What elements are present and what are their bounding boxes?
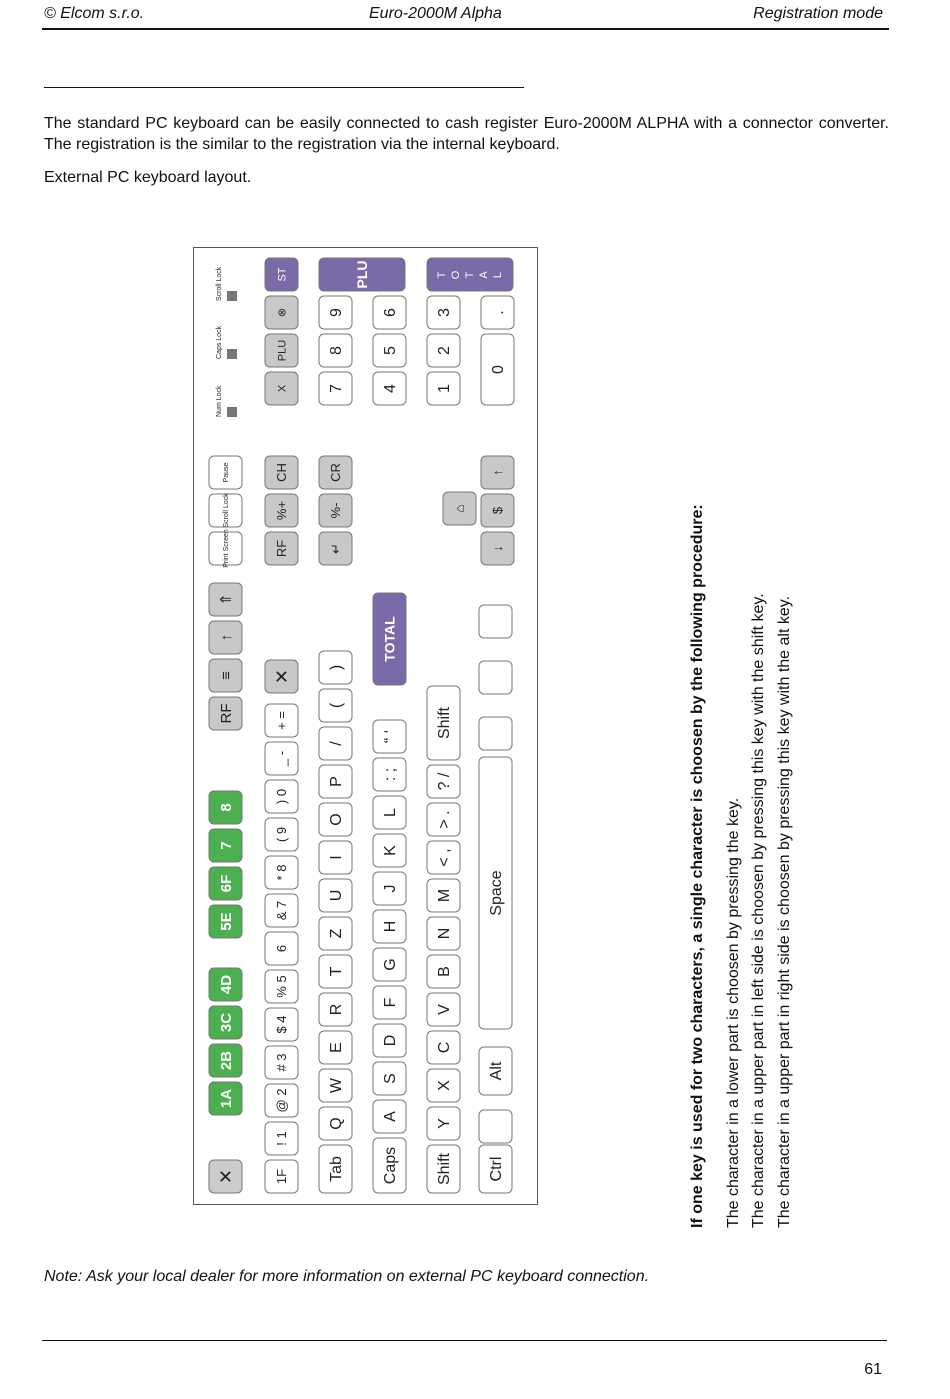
q-8-label: U <box>328 889 346 902</box>
y-5-label: V <box>436 1004 454 1015</box>
a-7-label: H <box>382 920 400 933</box>
y-6-label: B <box>436 966 454 977</box>
numpad-1-0-label: 4 <box>382 384 400 393</box>
function-5-label: 5E <box>217 912 235 931</box>
num-5-label: $ 4 <box>274 1015 290 1034</box>
indicator-label-2: Caps Lock <box>216 325 223 359</box>
y-7-label: N <box>436 927 454 940</box>
delete-x-label: ✕ <box>271 668 292 685</box>
numpad-top-1-label: X <box>276 384 289 393</box>
total-label: TOTAL <box>381 616 398 662</box>
blank-2-key <box>479 661 512 694</box>
indicator-label-1: Num Lock <box>216 385 223 417</box>
numpad-0-1-label: 8 <box>328 346 346 355</box>
a-10-label: L <box>382 808 400 817</box>
keyboard-layout-image <box>193 247 538 1205</box>
system-1-label: Print Screen <box>222 529 230 568</box>
instructions-line1: The character in a lower part is choosen by pressing the key. <box>725 797 742 1228</box>
fcmd-3-label: ↑ <box>217 633 235 642</box>
total-letter-1: T <box>436 271 448 279</box>
total-letter-4: A <box>478 271 490 279</box>
header-section: Registration mode <box>753 5 883 22</box>
blank-3-key <box>479 605 512 638</box>
numpad-1-1-label: 5 <box>382 346 400 355</box>
numpad-top-3-label: ⊗ <box>276 307 289 318</box>
layout-caption: External PC keyboard layout. <box>44 169 252 186</box>
header-rule <box>42 28 889 30</box>
fcmd-4-label: ⇑ <box>217 593 235 606</box>
q-9-label: I <box>328 855 346 860</box>
a-11-label: : ; <box>382 767 400 782</box>
alt-label: Alt <box>488 1061 506 1081</box>
edit2-2-label: %- <box>328 502 344 519</box>
num-1-label: 1F <box>274 1168 290 1185</box>
total-letter-3: T <box>464 271 476 279</box>
q-14-label: ) <box>328 664 346 671</box>
a-5-label: F <box>382 997 400 1008</box>
edit-single-label: ⌂ <box>452 504 468 513</box>
numpad-3-0-label: 0 <box>490 365 508 374</box>
fcmd-1-label: RF <box>217 703 235 724</box>
q-10-label: O <box>328 813 346 826</box>
num-3-label: @ 2 <box>274 1088 290 1113</box>
escape-x-label: ✕ <box>215 1168 236 1185</box>
function-4-label: 4D <box>217 974 235 995</box>
function-6-label: 6F <box>217 874 235 893</box>
numpad-1-2-label: 6 <box>382 308 400 317</box>
numpad-3-1-label: . <box>490 310 508 315</box>
num-10-label: ( 9 <box>274 826 290 843</box>
edit1-2-label: %+ <box>274 500 290 521</box>
edit3-2-label: $ <box>490 506 506 515</box>
header-product: Euro-2000M Alpha <box>369 5 502 22</box>
num-4-label: # 3 <box>274 1053 290 1072</box>
function-8-label: 8 <box>217 803 235 812</box>
y-3-label: X <box>436 1080 454 1091</box>
edit2-1-label: ↵ <box>328 543 344 554</box>
y-10-label: > . <box>436 810 454 829</box>
y-4-label: C <box>436 1041 454 1054</box>
page-number: 61 <box>864 1361 882 1378</box>
q-4-label: E <box>328 1042 346 1053</box>
header-company: © Elcom s.r.o. <box>44 5 145 22</box>
dealer-note: Note: Ask your local dealer for more information on external PC keyboard connection. <box>44 1268 650 1285</box>
q-3-label: W <box>328 1077 346 1094</box>
function-3-label: 3C <box>217 1012 235 1033</box>
y-12-label: Shift <box>436 706 454 740</box>
instructions-line2: The character in a upper part in left side is choosen by pressing this key with the shift key. <box>750 593 767 1228</box>
q-6-label: T <box>328 966 346 977</box>
num-12-label: _ - <box>274 750 290 767</box>
instructions-line3: The character in a upper part in right side is choosen by pressing this key with the alt key. <box>776 595 793 1228</box>
a-6-label: G <box>382 958 400 971</box>
a-4-label: D <box>382 1034 400 1047</box>
num-13-label: + = <box>274 711 290 730</box>
q-12-label: / <box>328 741 346 746</box>
system-2-label: Scroll Lock <box>222 493 230 528</box>
intro-paragraph: The standard PC keyboard can be easily connected to cash register Euro-2000M ALPHA with a connector converter. The registration is the similar to the registration via the internal keyboard. <box>44 115 889 153</box>
total-letter-5: L <box>492 271 504 279</box>
y-8-label: M <box>436 888 454 903</box>
num-9-label: * 8 <box>274 864 290 881</box>
space-label: Space <box>488 870 506 916</box>
indicator-label-3: Scroll Lock <box>216 266 223 301</box>
function-1-label: 1A <box>217 1088 235 1109</box>
a-3-label: S <box>382 1073 400 1084</box>
section-rule <box>44 87 524 88</box>
edit3-3-label: ↑ <box>490 469 506 476</box>
numpad-top-4-label: ST <box>276 267 289 282</box>
y-1-label: Shift <box>436 1152 454 1186</box>
numpad-0-0-label: 7 <box>328 384 346 393</box>
numpad-0-2-label: 9 <box>328 308 346 317</box>
numpad-top-2-label: PLU <box>276 339 289 362</box>
numpad-2-2-label: 3 <box>436 308 454 317</box>
blank-ctrl-key <box>479 1110 512 1143</box>
a-12-label: “ ‘ <box>382 729 400 744</box>
a-2-label: A <box>382 1111 400 1122</box>
blank-1-key <box>479 717 512 750</box>
instructions-heading: If one key is used for two characters, a single character is choosen by the following procedure: <box>689 504 706 1228</box>
indicator-light-3 <box>227 291 237 301</box>
q-1-label: Tab <box>328 1156 346 1182</box>
q-11-label: P <box>328 776 346 787</box>
ctrl-label: Ctrl <box>488 1156 506 1182</box>
function-7-label: 7 <box>217 841 235 850</box>
num-2-label: ! 1 <box>274 1131 290 1146</box>
q-13-label: ( <box>328 702 346 709</box>
fcmd-2-label: ≡ <box>217 671 235 680</box>
y-2-label: Y <box>436 1118 454 1129</box>
edit1-1-label: RF <box>274 539 290 558</box>
q-7-label: Z <box>328 928 346 939</box>
edit2-3-label: CR <box>328 463 344 482</box>
plu-tall-label: PLU <box>353 260 370 289</box>
function-2-label: 2B <box>217 1050 235 1071</box>
y-11-label: ? / <box>436 772 454 791</box>
numpad-2-1-label: 2 <box>436 346 454 355</box>
num-7-label: 6 <box>274 944 290 953</box>
num-6-label: % 5 <box>274 975 290 998</box>
num-8-label: & 7 <box>274 900 290 921</box>
a-1-label: Caps <box>382 1146 400 1185</box>
q-2-label: Q <box>328 1117 346 1130</box>
y-9-label: < , <box>436 848 454 867</box>
total-letter-2: O <box>450 270 462 280</box>
a-9-label: K <box>382 845 400 856</box>
footer-rule <box>42 1340 887 1341</box>
edit1-3-label: CH <box>274 463 290 482</box>
q-5-label: R <box>328 1003 346 1016</box>
numpad-2-0-label: 1 <box>436 384 454 393</box>
num-11-label: ) 0 <box>274 788 290 805</box>
edit3-1-label: ↓ <box>490 545 506 552</box>
indicator-light-1 <box>227 407 237 417</box>
a-8-label: J <box>382 884 400 893</box>
indicator-light-2 <box>227 349 237 359</box>
system-3-label: Pause <box>222 462 230 483</box>
